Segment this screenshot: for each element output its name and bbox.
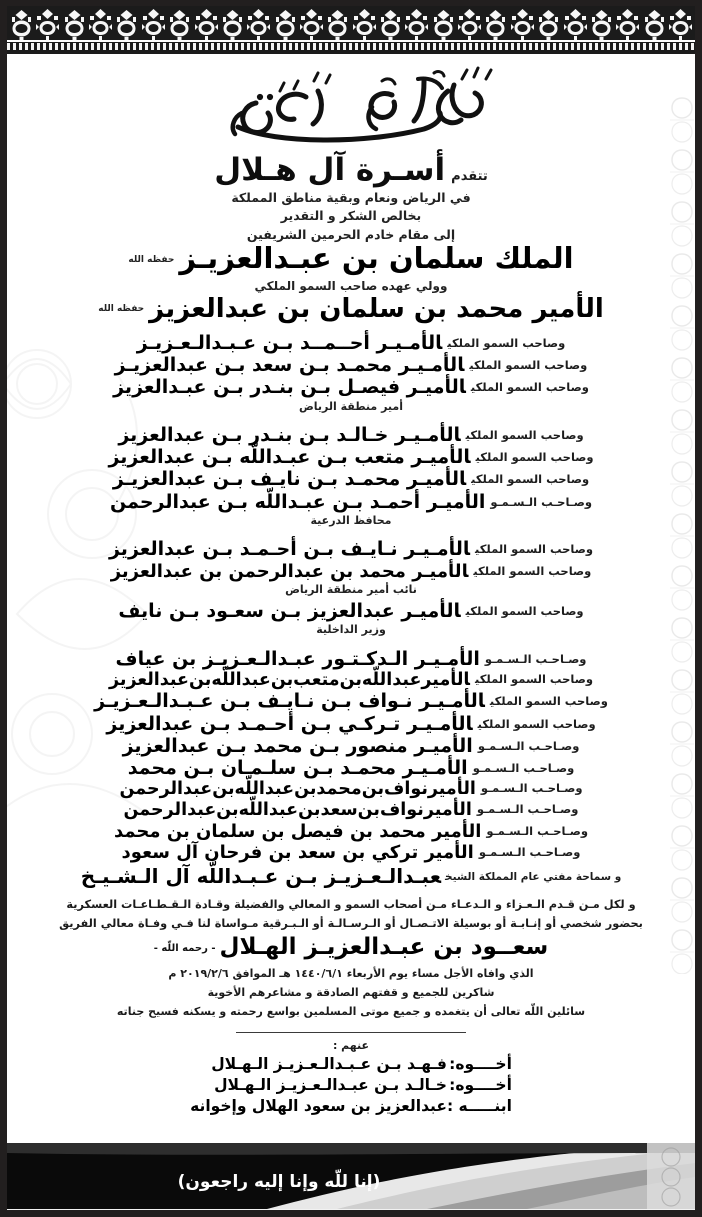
prince-entry	[37, 801, 665, 821]
prince-name-text: الأمـيـر نـايـف بـن أحـمـد بـن عبدالعزيز	[108, 538, 471, 561]
arabesque-motif-icon	[642, 8, 667, 42]
prince-entry	[37, 843, 665, 863]
arabesque-motif-icon	[668, 8, 693, 42]
prince-name-text: الأمـيـر محمـد بـن سلـمـان بـن محمد	[127, 757, 468, 780]
arabesque-motif-icon	[273, 8, 298, 42]
arabesque-motif-icon	[325, 8, 350, 42]
signature-relation-text: أخــــوه:	[449, 1076, 512, 1095]
prince-name-text: الأمـيـر أحــمــد بـن عـبـدالـعـزيـز	[136, 331, 443, 354]
gratitude-text: بخالص الشكر و التقدير	[280, 208, 422, 224]
text-stack	[37, 154, 665, 1117]
death-date-text: الذي وافاه الأجل مساء يوم الأربعاء ١٤٤٠/٦/١ هـ الموافق ٢٠١٩/٢/٦ م	[168, 966, 534, 980]
signature-name-text: خـالـد بـن عبـدالـعـزيـز الـهـلال	[214, 1076, 447, 1095]
family-presenting-line	[37, 154, 665, 187]
king-honorific-text: حفظه الله	[128, 255, 175, 266]
deceased-name-text: سعــود بن عبـدالعزيـز الهـلال	[219, 934, 549, 961]
spacer	[37, 323, 665, 332]
prince-role-text: وزير الداخلية	[316, 623, 386, 637]
prince-name-text: الأميـر عبدالعزيز بـن سعـود بـن نايف	[118, 599, 461, 622]
signature-row	[190, 1075, 512, 1096]
notice-sheet	[7, 6, 695, 1209]
ornament-micro-pattern	[7, 43, 695, 50]
prince-entry	[37, 539, 665, 560]
signature-row	[190, 1096, 512, 1117]
princes-group-2	[37, 425, 665, 528]
prince-title-text: وصاحب السمو الملكي	[471, 472, 590, 487]
king-name-text: الملك سلمان بن عبـدالعزيـز	[179, 241, 574, 276]
prince-title-text: وصـاحـب الـسـمـو	[490, 494, 592, 509]
prince-entry	[37, 780, 665, 800]
prince-title-text: وصاحب السمو الملكي	[473, 563, 592, 578]
signature-label-text: عنهم :	[332, 1039, 370, 1053]
signature-name-text: عبدالعزيز بن سعود الهلال وإخوانه	[190, 1097, 447, 1116]
mufti-title-text: و سماحة مفتي عام المملكة الشيخ	[445, 870, 622, 883]
signature-divider	[236, 1032, 466, 1033]
calligraphy-title	[37, 60, 665, 152]
prince-title-text: وصاحب السمو الملكي	[447, 335, 566, 350]
prince-title-text: وصـاحـب الـسـمـو	[480, 781, 583, 796]
prince-name-text: الأمـيـر محمـد بـن سعد بـن عبدالعزيـز	[114, 354, 465, 377]
crown-prince-line	[37, 295, 665, 323]
crown-prince-name-text: الأمير محمد بن سلمان بن عبدالعزيز	[149, 293, 604, 324]
prince-title-text: وصاحب السمو الملكي	[475, 671, 593, 686]
prince-entry	[37, 822, 665, 842]
prince-name-text: الأميرنواف‌بن‌محمد‌بن‌عبداللّه‌بن‌عبدالرحمن	[119, 779, 476, 800]
prince-name-text: الأميـر فيصـل بـن بنـدر بـن عبـدالعزيز	[113, 376, 466, 399]
arabesque-motif-icon	[194, 8, 219, 42]
arabesque-motif-icon	[88, 8, 113, 42]
prince-title-text: وصـاحـب الـسـمـو	[476, 802, 579, 817]
prince-title-text: وصاحب السمو الملكي	[475, 450, 594, 465]
closing-paragraph-line-1: و لكل مـن قـدم الـعـزاء و الـدعـاء مـن أصحاب السمو و المعالي والفضيلة وقـادة الـقـطـاعـات العسكرية	[66, 897, 636, 911]
mufti-entry	[37, 865, 665, 887]
prince-entry	[37, 671, 665, 691]
arabesque-motif-icon	[9, 8, 34, 42]
shukr-ala-taziyah-calligraphy-icon	[186, 61, 516, 151]
prince-name-text: الأميـر محمـد بـن نايـف بـن عبدالعزيـز	[112, 468, 467, 491]
prince-role-text: نائب أمير منطقة الرياض	[285, 582, 417, 596]
deceased-line	[37, 935, 665, 960]
closing-paragraph	[51, 895, 651, 933]
signature-row	[190, 1054, 512, 1075]
arabesque-motif-icon	[114, 8, 139, 42]
arabesque-motif-icon	[536, 8, 561, 42]
prince-entry	[37, 562, 665, 582]
arabesque-motif-icon	[404, 8, 429, 42]
prince-role-text: أمير منطقة الرياض	[299, 399, 403, 413]
prayer-line-text: سائلين اللّه تعالى أن يتغمده و جميع موتى المسلمين بواسع رحمته و يسكنه فسيح جناته	[116, 1005, 586, 1019]
ornament-motif-row	[7, 6, 695, 44]
ornament-hairline	[7, 40, 695, 42]
arabesque-motif-icon	[246, 8, 271, 42]
arabesque-motif-icon	[563, 8, 588, 42]
arabesque-motif-icon	[378, 8, 403, 42]
prince-entry	[37, 447, 665, 468]
prince-title-text: وصـاحـب الـسـمـو	[486, 823, 589, 838]
prince-title-text: وصاحب السمو الملكي	[465, 603, 584, 618]
prince-title-text: وصـاحـب الـسـمـو	[472, 761, 575, 776]
prince-entry	[37, 355, 665, 376]
family-name-text: أسـرة آل هـلال	[214, 152, 446, 188]
prince-entry	[37, 649, 665, 670]
thanks-line-text: شاكرين للجميع و قفتهم الصادقة و مشاعرهم الأخوية	[207, 985, 495, 999]
addressed-to-text: إلى مقام خادم الحرمين الشريفين	[246, 226, 456, 242]
signature-relation-text: أخــــوه:	[449, 1055, 512, 1074]
prince-name-text: الأمـيـر خـالـد بـن بنـدر بـن عبدالعزيز	[118, 423, 461, 446]
prince-entry	[37, 601, 665, 622]
prince-entry	[37, 469, 665, 490]
signature-table	[190, 1054, 512, 1117]
prince-title-text: وصـاحـب الـسـمـو	[484, 651, 587, 666]
prince-name-text: الأمير محمد بن فيصل بن سلمان بن محمد	[113, 820, 482, 842]
prince-title-text: وصاحب السمو الملكي	[469, 358, 588, 373]
prince-entry	[37, 736, 665, 757]
prince-name-text: الأمـيـر نـواف بـن نـايـف بـن عـبـدالـعـزيـز	[94, 690, 485, 713]
arabesque-motif-icon	[457, 8, 482, 42]
deceased-honorific-text: - رحمه اللّه -	[153, 943, 216, 955]
arabesque-motif-icon	[352, 8, 377, 42]
prince-name-text: الأميـر أحمـد بـن عبـداللّه بـن عبدالرحمن	[110, 490, 486, 513]
crown-prince-honorific-text: حفظه الله	[98, 303, 145, 314]
prince-title-text: وصاحب السمو الملكي	[475, 542, 594, 557]
notice-body	[7, 54, 695, 1143]
prince-entry	[37, 714, 665, 735]
ornamental-top-border	[7, 6, 695, 54]
signature-name-text: فـهـد بـن عـبـدالـعـزيـز الـهـلال	[211, 1055, 447, 1074]
family-location-text: في الرياض ونعام وبقية مناطق المملكة	[231, 189, 471, 205]
arabesque-motif-icon	[615, 8, 640, 42]
prince-name-text: الأمير تركي بن سعد بن فرحان آل سعود	[121, 841, 474, 863]
prince-title-text: وصاحب السمو الملكي	[465, 427, 584, 442]
prince-role-text: محافظ الدرعية	[310, 513, 392, 527]
prince-entry	[37, 425, 665, 446]
footer-band	[7, 1143, 695, 1209]
footer-dua-text: (إنا للّه وإنا إليه راجعون)	[177, 1172, 381, 1192]
prince-name-text: الأميـر منصور بـن محمد بـن عبدالعزيز	[122, 734, 473, 757]
prince-entry	[37, 333, 665, 354]
prince-title-text: وصاحب السمو الملكي	[489, 694, 608, 709]
prince-name-text: الأمـيـر تـركـي بـن أحـمـد بـن عبدالعزيز	[106, 712, 473, 735]
arabesque-motif-icon	[167, 8, 192, 42]
prince-name-text: الأميـر متعب بـن عبـداللّه بـن عبدالعزيز	[108, 446, 471, 469]
arabesque-motif-icon	[431, 8, 456, 42]
prince-title-text: وصـاحـب الـسـمـو	[477, 738, 580, 753]
princes-group-1	[37, 333, 665, 414]
arabesque-motif-icon	[62, 8, 87, 42]
princes-group-3	[37, 539, 665, 637]
prince-title-text: وصاحب السمو الملكي	[477, 716, 596, 731]
signature-relation-text: ابنـــــه :	[446, 1097, 512, 1116]
arabesque-side-watermark	[669, 94, 695, 974]
princes-group-4	[37, 649, 665, 863]
prince-entry	[37, 691, 665, 712]
arabesque-motif-icon	[589, 8, 614, 42]
arabesque-motif-icon	[510, 8, 535, 42]
intro-lead-text: تتقدم	[451, 169, 488, 184]
prince-name-text: الأميرعبداللّه‌بن‌متعب‌بن‌عبداللّه‌بن‌عبدالعزيز	[109, 669, 470, 690]
arabesque-motif-icon	[35, 8, 60, 42]
king-line	[37, 243, 665, 274]
arabesque-motif-icon	[483, 8, 508, 42]
prince-name-text: الأمـيـر الـدكـتـور عبـدالـعـزيـز بن عياف	[115, 647, 480, 670]
arabesque-motif-icon	[220, 8, 245, 42]
prince-title-text: وصـاحـب الـسـمـو	[478, 844, 581, 859]
prince-name-text: الأميـر محمد بن عبدالرحمن بن عبدالعزيز	[110, 560, 469, 582]
mufti-name-text: عبـدالـعـزيـز بـن عـبـداللّه آل الـشـيـخ	[80, 863, 441, 888]
crown-prince-title-text: وولي عهده صاحب السمو الملكي	[254, 278, 448, 293]
prince-entry	[37, 758, 665, 779]
prince-title-text: وصاحب السمو الملكي	[470, 380, 589, 395]
arabesque-motif-icon	[141, 8, 166, 42]
footer-dua	[7, 1143, 695, 1209]
prince-entry	[37, 377, 665, 398]
prince-entry	[37, 492, 665, 513]
arabesque-motif-icon	[299, 8, 324, 42]
prince-name-text: الأميرنواف‌بن‌سعد‌بن‌عبداللّه‌بن‌عبدالرحمن	[123, 800, 472, 821]
closing-paragraph-line-2: بحضور شخصي أو إنـابـة أو بوسيلة الاتـصـال أو الـرسـالـة أو الـبـرقية مـواساة لنا فـي وفـاة معالي الفريق	[59, 917, 643, 931]
closing-tail	[37, 964, 665, 1022]
